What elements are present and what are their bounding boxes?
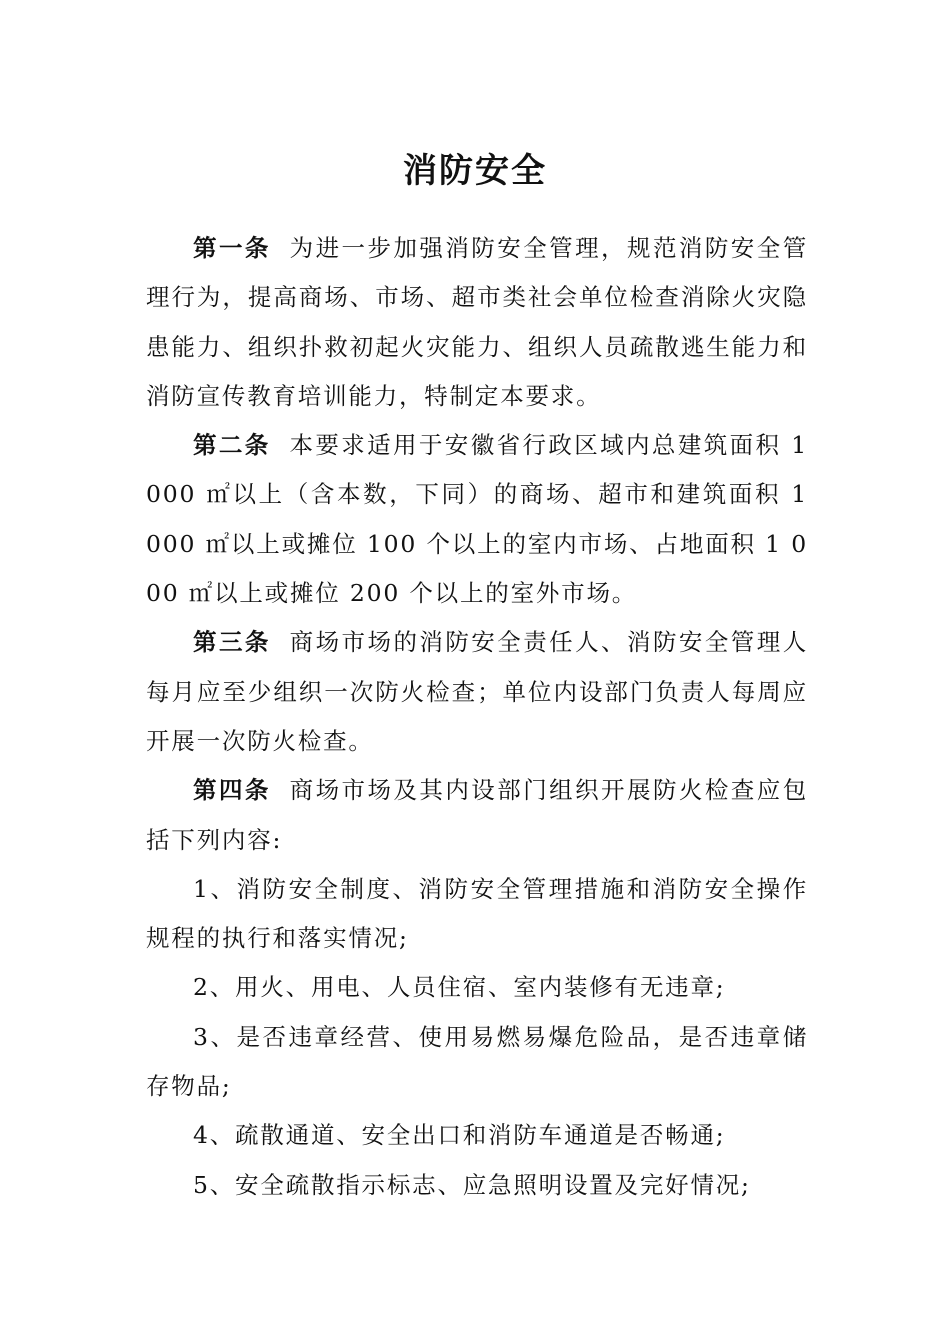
article-text: 为进一步加强消防安全管理，规范消防安全管理行为，提高商场、市场、超市类社会单位检查消除火灾隐患能力、组织扑救初起火灾能力、组织人员疏散逃生能力和消防宣传教育培训能力，特制定本要求。 <box>146 234 809 410</box>
article-1 <box>146 224 808 421</box>
article-text: 本要求适用于安徽省行政区域内总建筑面积 1 000 ㎡以上（含本数，下同）的商场、超市和建筑面积 1 000 ㎡以上或摊位 100 个以上的室内市场、占地面积 1 000 ㎡以上或摊位 200 个以上的室外市场。 <box>146 431 808 608</box>
article-text: 商场市场的消防安全责任人、消防安全管理人每月应至少组织一次防火检查；单位内设部门负责人每周应开展一次防火检查。 <box>146 628 809 755</box>
article-label: 第三条 <box>193 628 271 657</box>
article-4 <box>146 766 808 865</box>
list-item-4: 4、疏散通道、安全出口和消防车通道是否畅通; <box>193 1121 726 1150</box>
list-item-3: 3、是否违章经营、使用易燃易爆危险品，是否违章储存物品; <box>146 1022 808 1101</box>
article-2 <box>146 421 808 618</box>
article-label: 第二条 <box>193 431 271 460</box>
list-item-2: 2、用火、用电、人员住宿、室内装修有无违章; <box>193 973 726 1002</box>
article-label: 第四条 <box>193 776 271 805</box>
document-body <box>146 224 808 1210</box>
document-title: 消防安全 <box>403 150 547 191</box>
article-3 <box>146 618 808 766</box>
article-label: 第一条 <box>193 234 271 262</box>
list-item-5: 5、安全疏散指示标志、应急照明设置及完好情况; <box>193 1170 751 1199</box>
article-text: 商场市场及其内设部门组织开展防火检查应包括下列内容: <box>146 776 809 854</box>
list-item-1: 1、消防安全制度、消防安全管理措施和消防安全操作规程的执行和落实情况; <box>146 874 808 953</box>
